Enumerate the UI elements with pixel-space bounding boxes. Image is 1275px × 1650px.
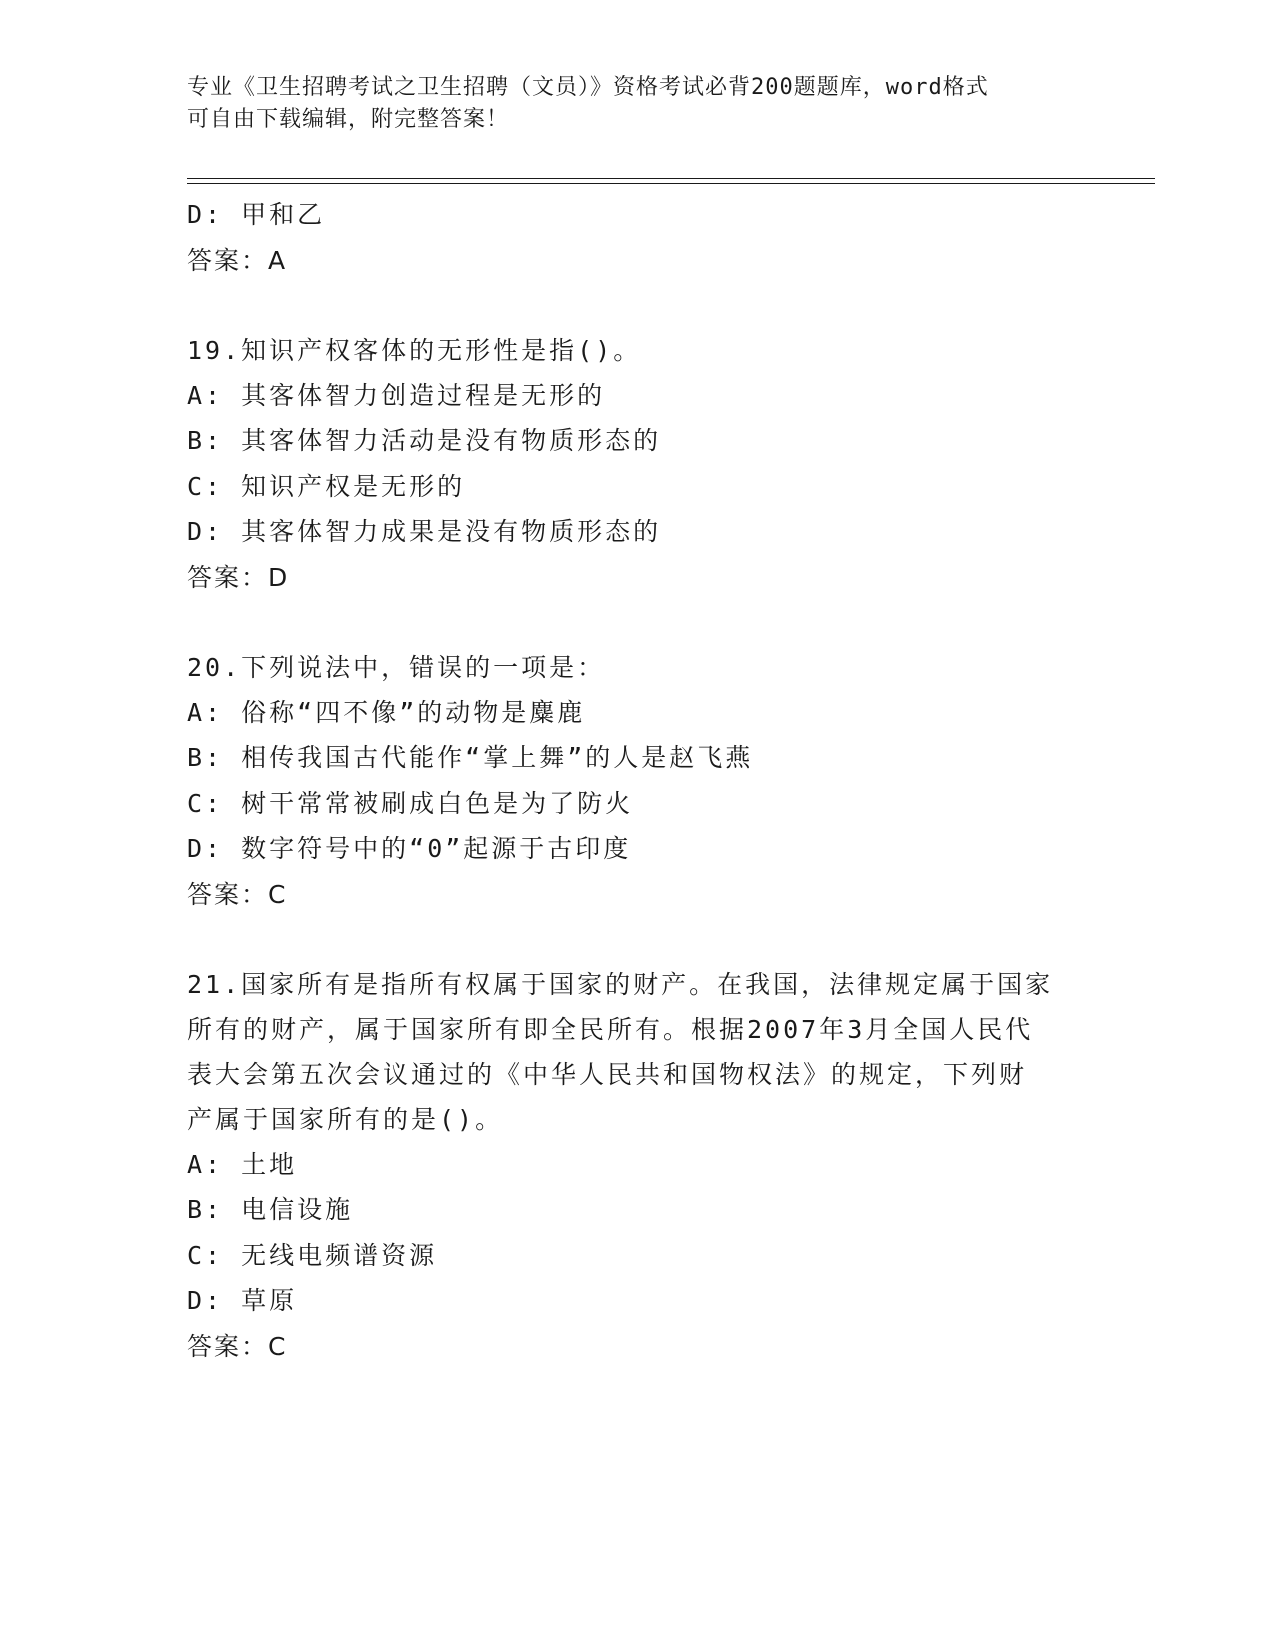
option-c: C: 无线电频谱资源 bbox=[187, 1240, 438, 1270]
option-a: A: 俗称“四不像”的动物是麋鹿 bbox=[187, 697, 586, 727]
document-header bbox=[187, 72, 1087, 136]
question-stem: 20.下列说法中，错误的一项是： bbox=[187, 652, 606, 682]
option-c: C: 知识产权是无形的 bbox=[187, 471, 466, 501]
answer-line: 答案：C bbox=[187, 879, 288, 909]
option-b: B: 电信设施 bbox=[187, 1195, 354, 1224]
answer-line: 答案：A bbox=[187, 245, 288, 275]
question-stem: 19.知识产权客体的无形性是指()。 bbox=[187, 335, 642, 365]
header-line-2: 可自由下载编辑，附完整答案！ bbox=[187, 107, 510, 132]
question-stem-line-2: 所有的财产，属于国家所有即全民所有。根据2007年3月全国人民代 bbox=[187, 1014, 1034, 1044]
header-divider-bottom bbox=[187, 183, 1155, 184]
question-stem-line-1: 21.国家所有是指所有权属于国家的财产。在我国，法律规定属于国家 bbox=[187, 969, 1054, 999]
document-body bbox=[187, 192, 1087, 1370]
question-19 bbox=[187, 328, 1087, 601]
spacer bbox=[187, 601, 1087, 645]
option-d: D: 草原 bbox=[187, 1286, 298, 1315]
question-stem-line-3: 表大会第五次会议通过的《中华人民共和国物权法》的规定，下列财 bbox=[187, 1059, 1028, 1089]
option-d: D: 其客体智力成果是没有物质形态的 bbox=[187, 517, 662, 546]
question-stem-line-4: 产属于国家所有的是()。 bbox=[187, 1104, 504, 1134]
spacer bbox=[187, 284, 1087, 328]
answer-line: 答案：D bbox=[187, 562, 290, 592]
option-b: B: 其客体智力活动是没有物质形态的 bbox=[187, 426, 662, 455]
option-c: C: 树干常常被刷成白色是为了防火 bbox=[187, 788, 634, 818]
question-21 bbox=[187, 962, 1087, 1370]
spacer bbox=[187, 918, 1087, 962]
option-a: A: 土地 bbox=[187, 1149, 298, 1179]
previous-question-tail bbox=[187, 192, 1087, 284]
option-b: B: 相传我国古代能作“掌上舞”的人是赵飞燕 bbox=[187, 743, 754, 772]
header-line-1: 专业《卫生招聘考试之卫生招聘（文员）》资格考试必背200题题库，word格式 bbox=[187, 75, 989, 100]
header-divider-top bbox=[187, 178, 1155, 179]
question-20 bbox=[187, 645, 1087, 918]
answer-line: 答案：C bbox=[187, 1331, 288, 1361]
option-a: A: 其客体智力创造过程是无形的 bbox=[187, 380, 606, 410]
option-d: D: 甲和乙 bbox=[187, 200, 326, 229]
option-d: D: 数字符号中的“0”起源于古印度 bbox=[187, 834, 632, 863]
